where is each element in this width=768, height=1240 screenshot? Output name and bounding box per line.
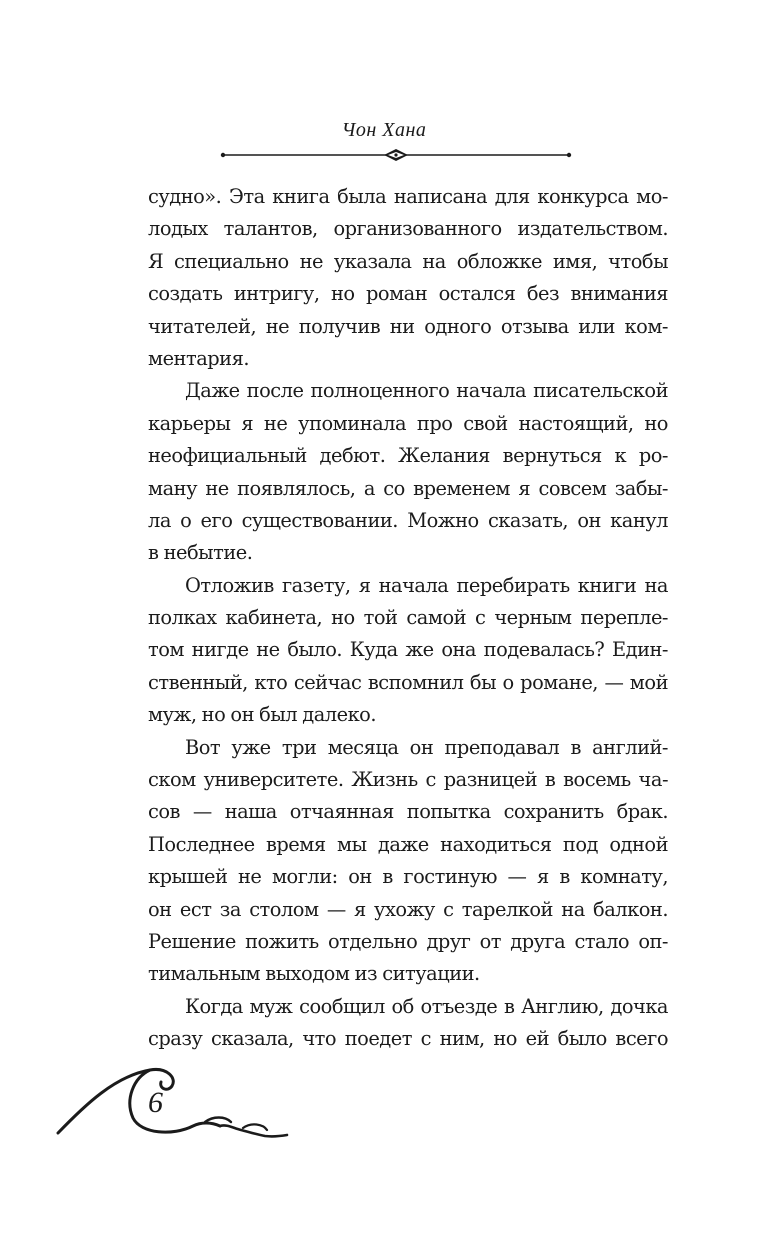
- text-line: том нигде не было. Куда же она подевалась? Един-: [148, 638, 668, 662]
- text-line: ском университете. Жизнь с разницей в восемь ча-: [148, 768, 668, 792]
- text-line: ственный, кто сейчас вспомнил бы о романе, — мой: [148, 670, 668, 694]
- text-line: в небытие.: [148, 541, 253, 565]
- text-line: сразу сказала, что поедет с ним, но ей было всего: [148, 1027, 668, 1051]
- text-line: Я специально не указала на обложке имя, чтобы: [148, 249, 668, 273]
- text-line: создать интригу, но роман остался без внимания: [148, 282, 668, 306]
- main-text: [148, 181, 668, 1056]
- text-line: неофициальный дебют. Желания вернуться к ро-: [148, 444, 668, 468]
- text-line: тимальным выходом из ситуации.: [148, 962, 480, 986]
- text-line: Последнее время мы даже находиться под одной: [148, 832, 668, 856]
- text-line: карьеры я не упоминала про свой настоящий, но: [148, 411, 668, 435]
- text-line: лодых талантов, организованного издательством.: [148, 217, 668, 241]
- text-line: ментария.: [148, 346, 250, 370]
- divider-center-dot: [394, 153, 397, 156]
- text-line: он ест за столом — я ухожу с тарелкой на балкон.: [148, 897, 668, 921]
- wave-flourish-icon: [55, 1060, 295, 1140]
- text-line: ману не появлялось, а со временем я совсем забы-: [148, 476, 668, 500]
- text-line: ла о его существовании. Можно сказать, он канул: [148, 508, 668, 532]
- text-line: Когда муж сообщил об отъезде в Англию, дочка: [185, 994, 668, 1018]
- running-title: Чон Хана: [341, 119, 427, 141]
- header-divider-ornament: [218, 146, 574, 164]
- text-line: полках кабинета, но той самой с черным перепле-: [148, 606, 668, 630]
- text-line: Решение пожить отдельно друг от друга стало оп-: [148, 929, 668, 953]
- text-line: читателей, не получив ни одного отзыва или ком-: [148, 314, 668, 338]
- text-line: Отложив газету, я начала перебирать книги на: [185, 573, 668, 597]
- text-line: крышей не могли: он в гостиную — я в комнату,: [148, 865, 668, 889]
- divider-end-dot-right: [567, 153, 571, 157]
- divider-end-dot-left: [221, 153, 225, 157]
- text-line: судно». Эта книга была написана для конкурса мо-: [148, 185, 668, 208]
- text-line: сов — наша отчаянная попытка сохранить брак.: [148, 800, 668, 824]
- text-line: Вот уже три месяца он преподавал в англий-: [185, 735, 668, 759]
- page-number: 6: [148, 1086, 163, 1119]
- text-line: муж, но он был далеко.: [148, 703, 377, 727]
- text-line: Даже после полноценного начала писательской: [185, 379, 668, 403]
